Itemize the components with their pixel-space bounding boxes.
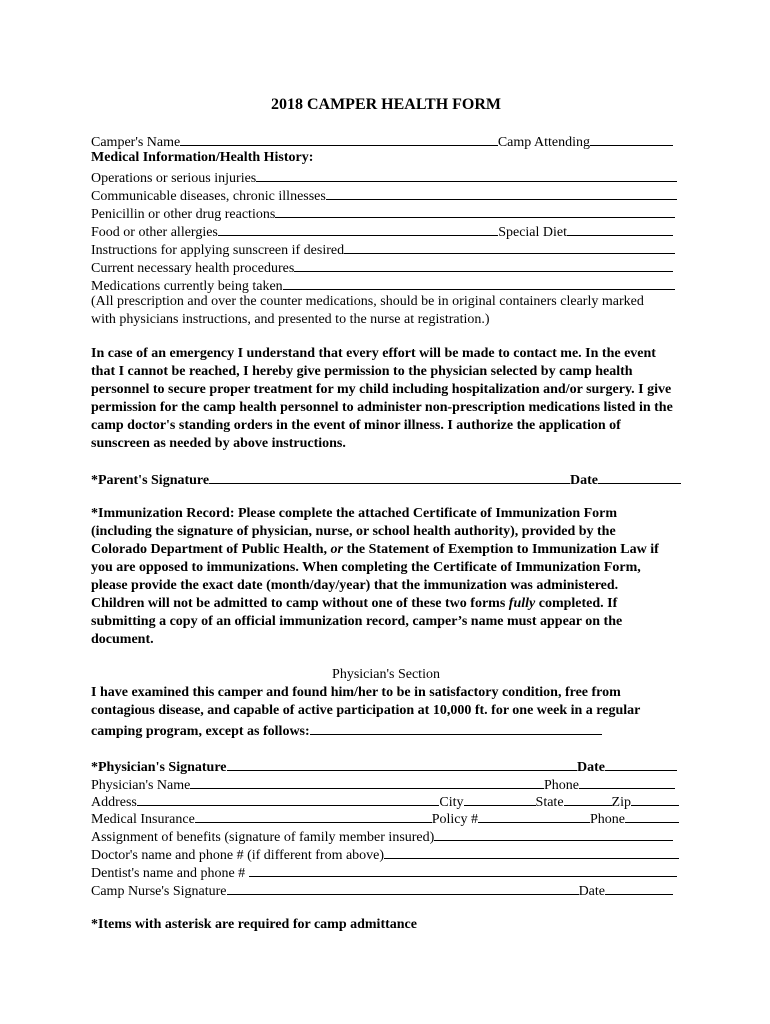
procedures-field[interactable] — [294, 257, 673, 272]
medications-label: Medications currently being taken — [91, 279, 283, 294]
dentist-label: Dentist's name and phone # — [91, 866, 249, 881]
medications-field[interactable] — [283, 275, 675, 290]
campers-name-label: Camper's Name — [91, 135, 181, 150]
physician-statement-text: I have examined this camper and found him/her to be in satisfactory condition, free from contagious disease, and capable of active participation at 10,000 ft. for one week in a regular camping program, except as follows: — [91, 685, 641, 739]
sunscreen-field[interactable] — [344, 239, 675, 254]
physician-statement — [91, 684, 675, 741]
allergies-label: Food or other allergies — [91, 225, 218, 240]
city-field[interactable] — [464, 791, 536, 806]
parent-signature-label: *Parent's Signature — [91, 473, 210, 488]
penicillin-label: Penicillin or other drug reactions — [91, 207, 276, 222]
penicillin-field[interactable] — [275, 203, 675, 218]
procedures-label: Current necessary health procedures — [91, 261, 295, 276]
physician-name-label: Physician's Name — [91, 778, 191, 793]
immunization-record — [91, 505, 671, 649]
state-field[interactable] — [564, 791, 612, 806]
policy-label: Policy # — [431, 812, 478, 827]
allergies-field[interactable] — [218, 221, 498, 236]
policy-field[interactable] — [478, 808, 590, 823]
insurance-label: Medical Insurance — [91, 812, 195, 827]
parent-signature-field[interactable] — [209, 469, 570, 484]
physician-signature-field[interactable] — [227, 756, 578, 771]
camp-attending-label: Camp Attending — [497, 135, 590, 150]
exceptions-field[interactable] — [310, 720, 602, 735]
physician-phone-label: Phone — [544, 778, 579, 793]
address-label: Address — [91, 795, 137, 810]
footer-note: *Items with asterisk are required for camp admittance — [91, 917, 417, 932]
nurse-date-field[interactable] — [605, 880, 673, 895]
immunization-text-3: completed. If submitting a copy of an official immunization record, camper’s name must appear on the document. — [91, 596, 623, 647]
immunization-fully: fully — [508, 596, 536, 611]
medications-note: (All prescription and over the counter medications, should be in original containers clearly marked with physicians instructions, and presented to the nurse at registration.) — [91, 294, 644, 327]
medical-heading: Medical Information/Health History: — [91, 150, 314, 165]
operations-field[interactable] — [256, 167, 677, 182]
nurse-signature-label: Camp Nurse's Signature — [91, 884, 227, 899]
immunization-text-1: *Immunization Record: Please complete the attached Certificate of Immunization Form (including the signature of physician, nurse, or school health authority), provided by the Colorado Department of Public Health, — [91, 506, 618, 557]
physician-phone-field[interactable] — [579, 774, 675, 789]
nurse-signature-row — [91, 880, 673, 901]
camp-attending-field[interactable] — [590, 131, 673, 146]
doctor-field[interactable] — [384, 844, 679, 859]
immunization-text-2: the Statement of Exemption to Immunization Law if you are opposed to immunizations. When completing the Certificate of Immunization Form, please provide the exact date (month/day/year) that the immunization was administered. Children will not be admitted to camp without one of these two forms — [91, 542, 659, 611]
insurance-field[interactable] — [195, 808, 432, 823]
insurance-phone-label: Phone — [590, 812, 625, 827]
city-label: City — [439, 795, 464, 810]
parent-date-label: Date — [570, 473, 598, 488]
nurse-date-label: Date — [578, 884, 605, 899]
physician-date-label: Date — [577, 760, 605, 775]
nurse-signature-field[interactable] — [227, 880, 579, 895]
dentist-field[interactable] — [249, 862, 677, 877]
immunization-or: or — [330, 542, 343, 557]
address-field[interactable] — [137, 791, 440, 806]
insurance-phone-field[interactable] — [625, 808, 679, 823]
operations-label: Operations or serious injuries — [91, 171, 257, 186]
emergency-consent: In case of an emergency I understand that every effort will be made to contact me. In the event that I cannot be reached, I hereby give permission to the physician selected by camp health personnel to secure proper treatment for my child including hospitalization and/or surgery. I give permission for the camp health personnel to administer non-prescription medications listed in the camp doctor's standing orders in the event of minor illness. I authorize the application of sunscreen as needed by above instructions. — [91, 346, 673, 451]
physician-section-heading: Physician's Section — [332, 667, 440, 682]
zip-label: Zip — [611, 795, 631, 810]
communicable-label: Communicable diseases, chronic illnesses — [91, 189, 326, 204]
zip-field[interactable] — [631, 791, 679, 806]
state-label: State — [535, 795, 564, 810]
special-diet-field[interactable] — [567, 221, 673, 236]
form-title: 2018 CAMPER HEALTH FORM — [270, 96, 502, 113]
physician-name-field[interactable] — [190, 774, 544, 789]
parent-signature-row — [91, 469, 681, 490]
campers-name-field[interactable] — [180, 131, 498, 146]
special-diet-label: Special Diet — [498, 225, 567, 240]
assignment-field[interactable] — [434, 826, 673, 841]
sunscreen-label: Instructions for applying sunscreen if desired — [91, 243, 345, 258]
physician-signature-label: *Physician's Signature — [91, 760, 227, 775]
communicable-field[interactable] — [326, 185, 677, 200]
physician-date-field[interactable] — [605, 756, 677, 771]
doctor-label: Doctor's name and phone # (if different from above) — [91, 848, 385, 863]
assignment-label: Assignment of benefits (signature of family member insured) — [91, 830, 435, 845]
parent-date-field[interactable] — [598, 469, 681, 484]
